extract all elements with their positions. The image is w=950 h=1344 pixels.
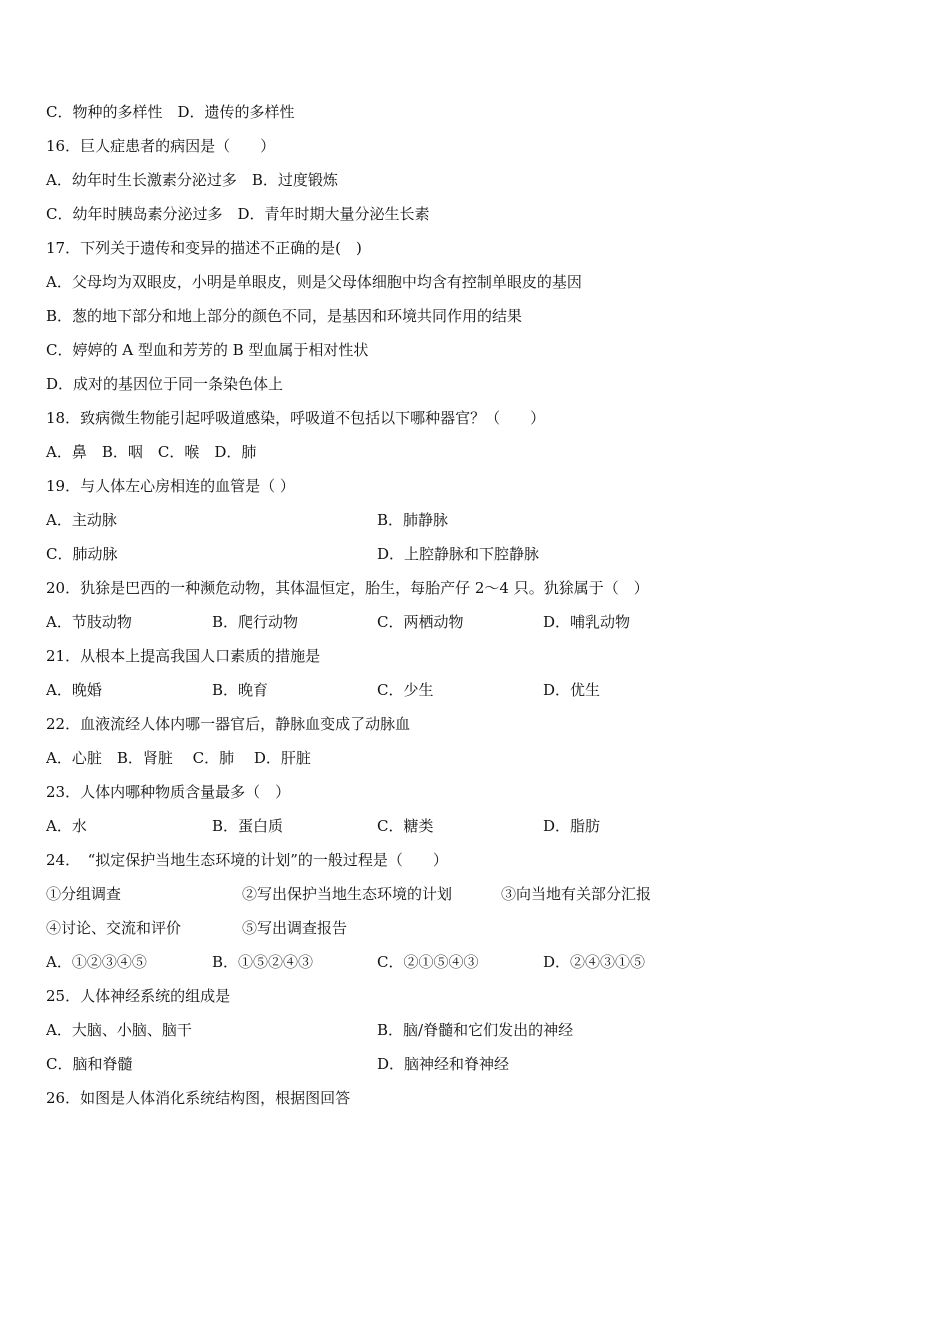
q21-option-a: A．晚婚 [46, 681, 102, 699]
q19-options-row1 [46, 507, 906, 541]
q25-option-b: B．脑/脊髓和它们发出的神经 [377, 1021, 574, 1039]
q25-option-c: C．脑和脊髓 [46, 1055, 133, 1073]
q24-step-1: ①分组调查 [46, 885, 122, 903]
q20-options [46, 609, 906, 643]
q16-options-ab: A．幼年时生长激素分泌过多 B．过度锻炼 [46, 171, 338, 189]
q21-option-d: D．优生 [543, 681, 601, 699]
question-22: 22．血液流经人体内哪一器官后，静脉血变成了动脉血 [46, 715, 411, 733]
q24-steps-row2 [46, 915, 906, 949]
question-23: 23．人体内哪种物质含量最多（ ） [46, 783, 291, 801]
q19-option-d: D．上腔静脉和下腔静脉 [377, 545, 540, 563]
q20-option-b: B．爬行动物 [212, 613, 299, 631]
question-19: 19．与人体左心房相连的血管是（ ） [46, 477, 295, 495]
question-25: 25．人体神经系统的组成是 [46, 987, 231, 1005]
q20-option-c: C．两栖动物 [377, 613, 464, 631]
q24-option-b: B．①⑤②④③ [212, 953, 314, 971]
q16-options-cd: C．幼年时胰岛素分泌过多 D．青年时期大量分泌生长素 [46, 205, 430, 223]
question-21: 21．从根本上提高我国人口素质的措施是 [46, 647, 321, 665]
q24-option-d: D．②④③①⑤ [543, 953, 646, 971]
q24-step-3: ③向当地有关部分汇报 [501, 885, 652, 903]
q24-options [46, 949, 906, 983]
q15-options-cd: C．物种的多样性 D．遗传的多样性 [46, 103, 295, 121]
q20-option-a: A．节肢动物 [46, 613, 132, 631]
q25-options-row1 [46, 1017, 906, 1051]
q17-option-a: A．父母均为双眼皮，小明是单眼皮，则是父母体细胞中均含有控制单眼皮的基因 [46, 273, 582, 291]
q23-option-a: A．水 [46, 817, 87, 835]
q19-option-b: B．肺静脉 [377, 511, 449, 529]
q24-steps-row1 [46, 881, 906, 915]
q25-option-d: D．脑神经和脊神经 [377, 1055, 510, 1073]
q17-option-d: D．成对的基因位于同一条染色体上 [46, 375, 284, 393]
q20-option-d: D．哺乳动物 [543, 613, 631, 631]
q25-options-row2 [46, 1051, 906, 1085]
q19-option-a: A．主动脉 [46, 511, 117, 529]
question-list [46, 99, 906, 1119]
q18-options: A．鼻 B．咽 C．喉 D．肺 [46, 443, 257, 461]
q19-options-row2 [46, 541, 906, 575]
q21-options [46, 677, 906, 711]
q23-option-b: B．蛋白质 [212, 817, 284, 835]
q23-option-d: D．脂肪 [543, 817, 601, 835]
question-24: 24． “拟定保护当地生态环境的计划”的一般过程是（ ） [46, 851, 448, 869]
q17-option-c: C．婷婷的 A 型血和芳芳的 B 型血属于相对性状 [46, 341, 369, 359]
question-16: 16．巨人症患者的病因是（ ） [46, 137, 276, 155]
question-17: 17．下列关于遗传和变异的描述不正确的是( ) [46, 239, 362, 257]
question-20: 20．犰狳是巴西的一种濒危动物，其体温恒定，胎生，每胎产仔 2～4 只。犰狳属于（ ） [46, 579, 649, 597]
q23-options [46, 813, 906, 847]
q25-option-a: A．大脑、小脑、脑干 [46, 1021, 192, 1039]
q22-options: A．心脏 B．肾脏 C．肺 D．肝脏 [46, 749, 311, 767]
question-26: 26．如图是人体消化系统结构图，根据图回答 [46, 1089, 351, 1107]
q21-option-b: B．晚育 [212, 681, 269, 699]
q24-step-4: ④讨论、交流和评价 [46, 919, 182, 937]
q24-option-a: A．①②③④⑤ [46, 953, 147, 971]
q24-option-c: C．②①⑤④③ [377, 953, 479, 971]
q17-option-b: B．葱的地下部分和地上部分的颜色不同，是基因和环境共同作用的结果 [46, 307, 523, 325]
q24-step-2: ②写出保护当地生态环境的计划 [242, 885, 453, 903]
question-18: 18．致病微生物能引起呼吸道感染，呼吸道不包括以下哪种器官？（ ） [46, 409, 546, 427]
q19-option-c: C．肺动脉 [46, 545, 118, 563]
q24-step-5: ⑤写出调查报告 [242, 919, 348, 937]
q21-option-c: C．少生 [377, 681, 434, 699]
q23-option-c: C．糖类 [377, 817, 434, 835]
